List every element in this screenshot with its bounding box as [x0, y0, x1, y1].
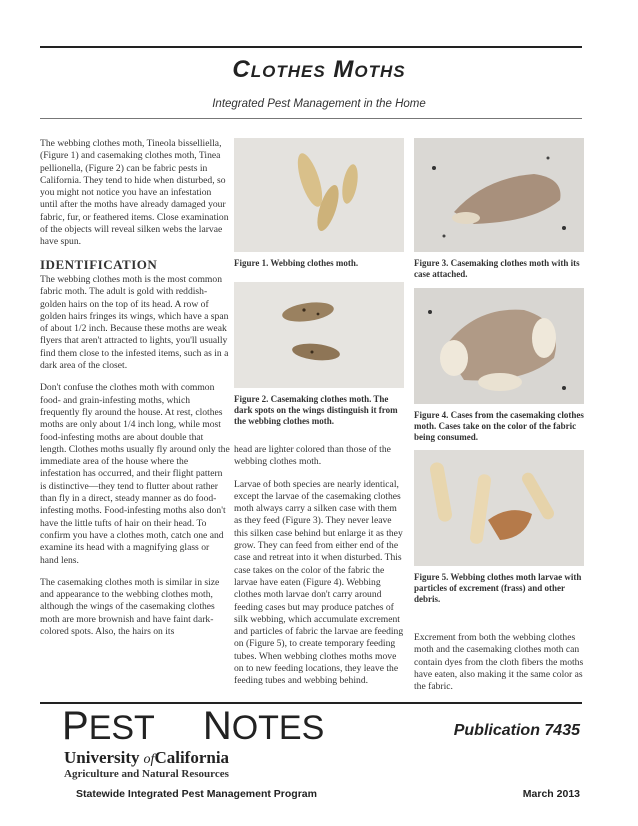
identification-heading: IDENTIFICATION [40, 256, 158, 272]
figure-3-photo [414, 138, 584, 252]
figure-1-photo [234, 138, 404, 252]
pest-initial: P [62, 704, 89, 748]
notes-initial: N [202, 704, 232, 748]
pest-rest: EST [88, 709, 155, 747]
id-paragraph-1: The webbing clothes moth is the most common fabric moth. The adult is gold with reddish-golden hairs on the top of its head. A row of golden hairs fringes its wings, which have a span of about 1/2 inch. Because these moths are weak flyers that aren't attracted to lights, you'll usually find them close to the infested items, such as in a dark area of the closet. [40, 273, 229, 372]
notes-rest: OTES [231, 709, 325, 747]
figure-3-caption: Figure 3. Casemaking clothes moth with its case attached. [414, 258, 580, 279]
university-logo [64, 748, 229, 768]
figure-2-caption: Figure 2. Casemaking clothes moth. The dark spots on the wings distinguish it from the webbing clothes moth. [234, 394, 398, 426]
pest-notes-logo [62, 704, 324, 749]
publication-number: Publication 7435 [453, 722, 580, 739]
intro-paragraph: The webbing clothes moth, Tineola bisselliella, (Figure 1) and casemaking clothes moth, Tinea pellionella, (Figure 2) can be fabric pests in California. They tend to hide when disturbed, so you might not notice you have an infestation until after the moths have already damaged your fabric, fur, or feathered items. Close examination of the objects will reveal silken webs the larvae have spun. [40, 138, 229, 248]
column-3 [414, 632, 586, 703]
university-of: of [143, 752, 155, 767]
subtitle-rule [40, 118, 582, 119]
figure-1-caption: Figure 1. Webbing clothes moth. [234, 258, 359, 268]
figure-4-photo [414, 288, 584, 404]
top-rule [40, 46, 582, 48]
id-paragraph-3: The casemaking clothes moth is similar in size and appearance to the webbing clothes moth, although the wings of the casemaking clothes moth are more brownish and have faint dark-colored spots. Also, the hairs on its [40, 576, 220, 637]
column-1 [40, 138, 230, 648]
figure-4-caption: Figure 4. Cases from the casemaking clothes moth. Cases take on the color of the fabric being consumed. [414, 410, 584, 442]
university-california: California [154, 748, 230, 767]
col2-paragraph-2: Larvae of both species are nearly identical, except the larvae of the casemaking clothes moth always carry a silken case with them as they feed (Figure 3). They never leave this silken case behind but enlarge it as they grow. They can feed from either end of the case and retreat into it when disturbed. This case takes on the color of the fabric the larvae have eaten (Figure 4). Webbing clothes moth larvae don't carry around feeding cases but may produce patches of silk webbing, which accumulate excrement and particles of fabric the larvae are feeding on (Figure 5), to create temporary feeding tubes. When webbing clothes moths move on to new feeding locations, they leave the feeding tubes and webbing behind. [234, 478, 404, 687]
figure-5-photo [414, 450, 584, 566]
division-name: Agriculture and Natural Resources [64, 768, 229, 780]
figure-5-caption: Figure 5. Webbing clothes moth larvae with particles of excrement (frass) and other debris. [414, 572, 582, 604]
col2-paragraph-1: head are lighter colored than those of the webbing clothes moth. [234, 444, 391, 468]
col3-paragraph-1: Excrement from both the webbing clothes moth and the casemaking clothes moth can contain dyes from the cloth fibers the moths have eaten, also making it the same color as the fabric. [414, 632, 584, 693]
university-word: University [64, 748, 140, 767]
program-name: Statewide Integrated Pest Management Program [76, 788, 317, 800]
page-subtitle: Integrated Pest Management in the Home [212, 98, 426, 110]
publication-date: March 2013 [522, 788, 580, 800]
column-2 [234, 444, 406, 698]
id-paragraph-2: Don't confuse the clothes moth with common food- and grain-infesting moths, which frequently fly around the house. At rest, clothes moths are only about 1/4 inch long, while most food-infesting moths are about double that length. Clothes moths usually fly around only the immediate area of the house where the infestation has occurred, and their flight pattern is distinctive—they tend to flutter about rather than fly in a direct, steady manner as do food-infesting moths. Food-infesting moths also don't have the little tufts of hair on their head. To confirm you have a clothes moth, catch one and examine its head with a magnifying glass or hand lens. [40, 382, 230, 566]
page-title: Clothes Moths [232, 56, 406, 83]
figure-2-photo [234, 282, 404, 388]
